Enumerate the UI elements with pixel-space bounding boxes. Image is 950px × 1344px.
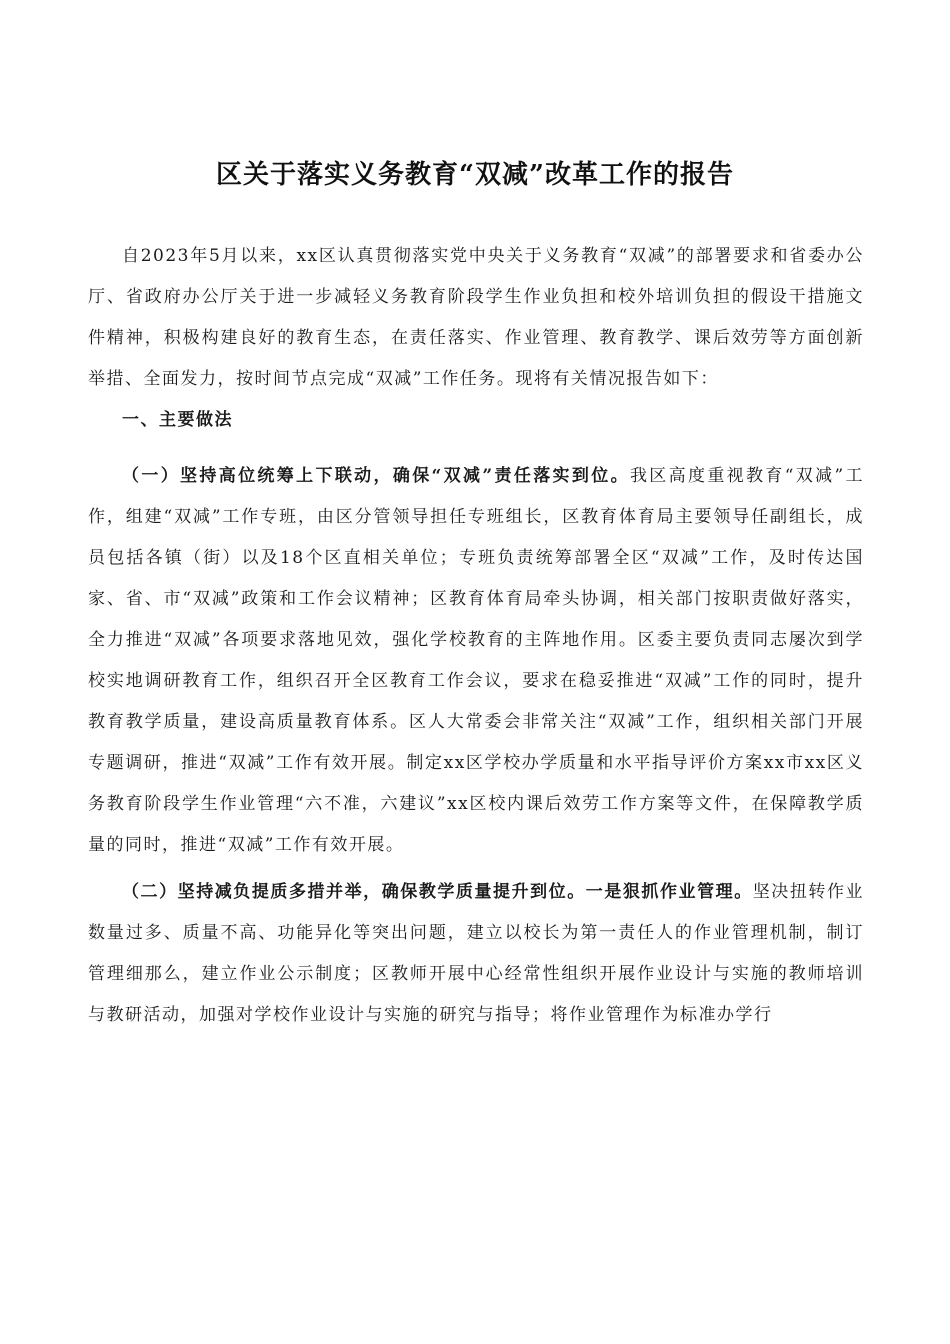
item1-paragraph [88, 456, 864, 866]
item1-lead: （一）坚持高位统筹上下联动，确保“双减”责任落实到位。 [122, 466, 630, 486]
section-heading: 一、主要做法 [122, 410, 233, 430]
item2-paragraph [88, 872, 864, 1036]
item2-body: 坚决扭转作业数量过多、质量不高、功能异化等突出问题，建立以校长为第一责任人的作业管理机制，制订管理细那么，建立作业公示制度；区教师开展中心经常性组织开展作业设计与实施的教师培训与教研活动，加强对学校作业设计与实施的研究与指导；将作业管理作为标准办学行 [88, 882, 865, 1025]
item2-lead: （二）坚持减负提质多措并举，确保教学质量提升到位。一是狠抓作业管理。 [122, 882, 753, 902]
document-body [88, 236, 864, 1036]
intro-paragraph: 自2023年5月以来，xx区认真贯彻落实党中央关于义务教育“双减”的部署要求和省委办公厅、省政府办公厅关于进一步减轻义务教育阶段学生作业负担和校外培训负担的假设干措施文件精神，积极构建良好的教育生态，在责任落实、作业管理、教育教学、课后效劳等方面创新举措、全面发力，按时间节点完成“双减”工作任务。现将有关情况报告如下： [88, 246, 864, 389]
item1-body: 我区高度重视教育“双减”工作，组建“双减”工作专班，由区分管领导担任专班组长，区教育体育局主要领导任副组长，成员包括各镇（街）以及18个区直相关单位；专班负责统筹部署全区“双减”工作，及时传达国家、省、市“双减”政策和工作会议精神；区教育体育局牵头协调，相关部门按职责做好落实，全力推进“双减”各项要求落地见效，强化学校教育的主阵地作用。区委主要负责同志屡次到学校实地调研教育工作，组织召开全区教育工作会议，要求在稳妥推进“双减”工作的同时，提升教育教学质量，建设高质量教育体系。区人大常委会非常关注“双减”工作，组织相关部门开展专题调研，推进“双减”工作有效开展。制定xx区学校办学质量和水平指导评价方案xx市xx区义务教育阶段学生作业管理“六不准，六建议”xx区校内课后效劳工作方案等文件，在保障教学质量的同时，推进“双减”工作有效开展。 [88, 466, 864, 855]
document-title: 区关于落实义务教育“双减”改革工作的报告 [216, 160, 734, 190]
